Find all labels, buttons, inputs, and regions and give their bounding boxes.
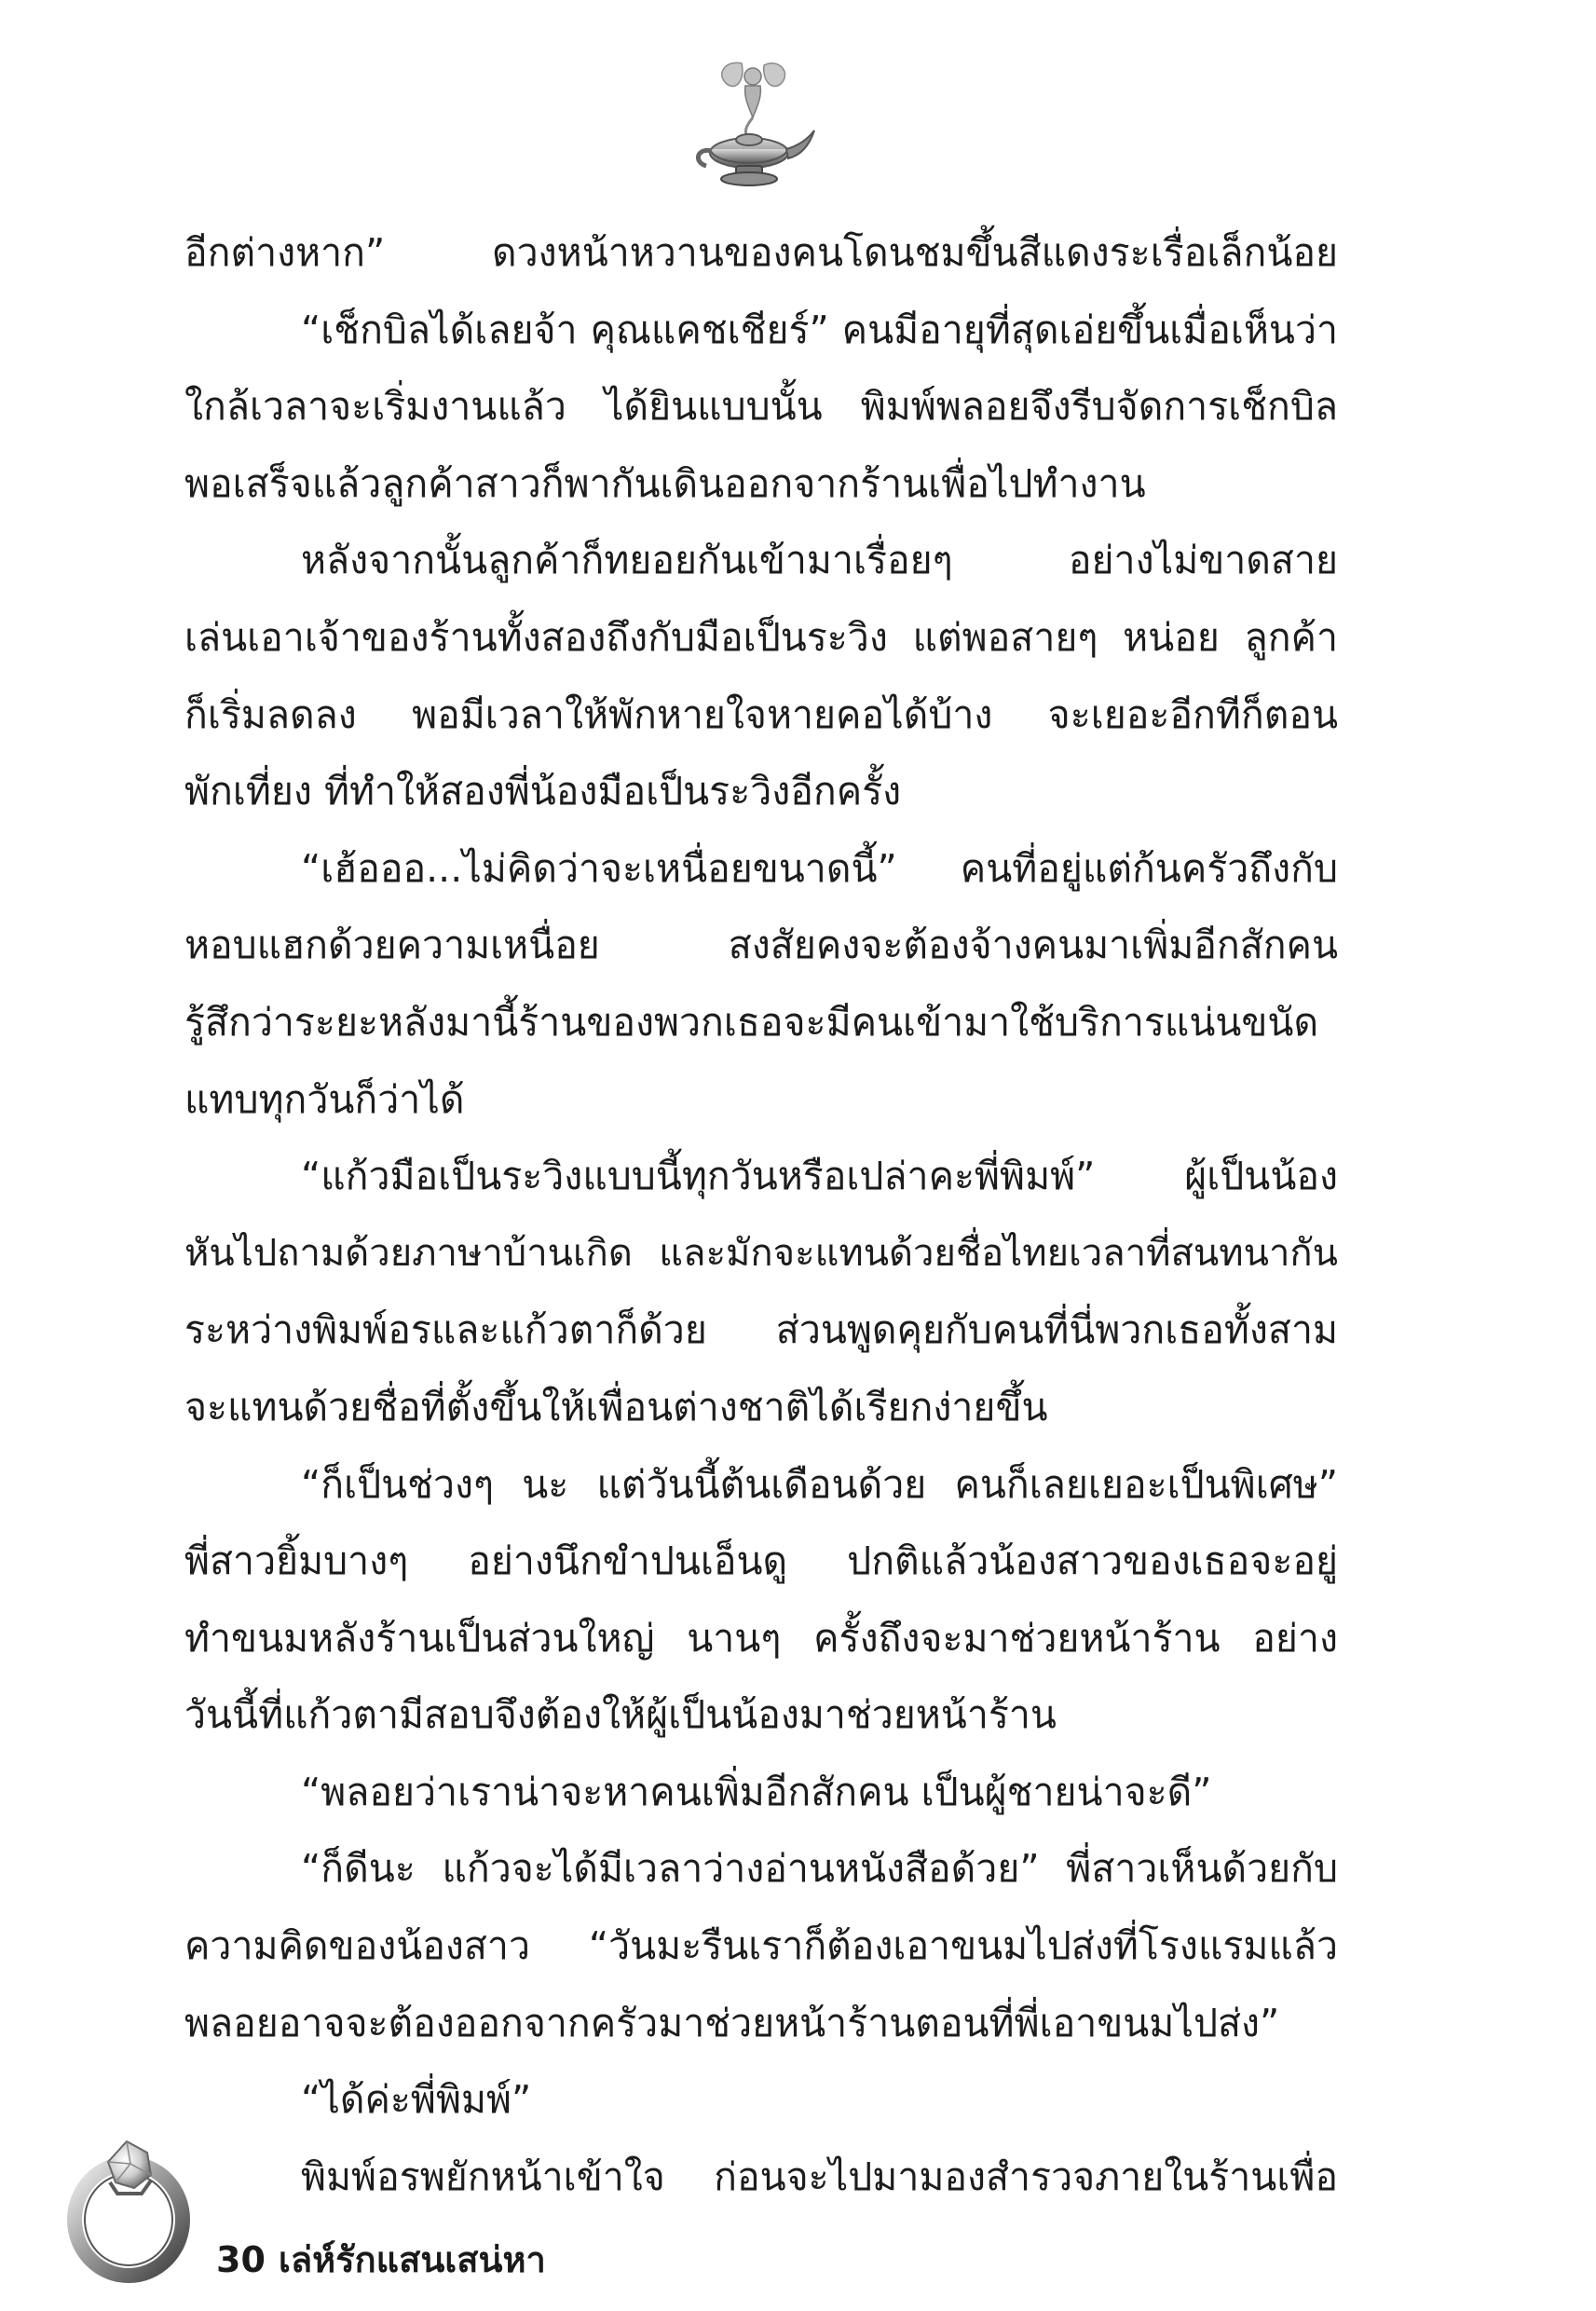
genie-lamp-icon	[688, 56, 818, 196]
text-line: “พลอยว่าเราน่าจะหาคนเพิ่มอีกสักคน เป็นผู้ชายน่าจะดี”	[301, 1769, 1212, 1814]
text-line: “ก็ดีนะ แก้วจะได้มีเวลาว่างอ่านหนังสือด้วย” พี่สาวเห็นด้วยกับ	[301, 1846, 1338, 1892]
text-line: ก็เริ่มลดลง พอมีเวลาให้พักหายใจหายคอได้บ้าง จะเยอะอีกทีก็ตอน	[184, 691, 1338, 737]
text-line: ความคิดของน้องสาว “วันมะรืนเราก็ต้องเอาขนมไปส่งที่โรงแรมแล้ว	[184, 1923, 1338, 1969]
text-line: รู้สึกว่าระยะหลังมานี้ร้านของพวกเธอจะมีคนเข้ามาใช้บริการแน่นขนัด	[184, 999, 1319, 1045]
text-line: หันไปถามด้วยภาษาบ้านเกิด และมักจะแทนด้วยชื่อไทยเวลาที่สนทนากัน	[184, 1231, 1338, 1275]
text-line: พี่สาวยิ้มบางๆ อย่างนึกขำปนเอ็นดู ปกติแล้วน้องสาวของเธอจะอยู่	[184, 1538, 1338, 1584]
text-line: “เช็กบิลได้เลยจ้า คุณแคชเชียร์” คนมีอายุที่สุดเอ่ยขึ้นเมื่อเห็นว่า	[301, 307, 1338, 352]
page-footer	[216, 2232, 559, 2288]
text-line: พลอยอาจจะต้องออกจากครัวมาช่วยหน้าร้านตอนที่พี่เอาขนมไปส่ง”	[184, 2000, 1280, 2045]
text-line: “แก้วมือเป็นระวิงแบบนี้ทุกวันหรือเปล่าคะพี่พิมพ์” ผู้เป็นน้อง	[301, 1154, 1338, 1199]
text-line: ใกล้เวลาจะเริ่มงานแล้ว ได้ยินแบบนั้น พิมพ์พลอยจึงรีบจัดการเช็กบิล	[184, 384, 1338, 430]
text-line: จะแทนด้วยชื่อที่ตั้งขึ้นให้เพื่อนต่างชาติได้เรียกง่ายขึ้น	[184, 1384, 1048, 1429]
text-line: แทบทุกวันก็ว่าได้	[184, 1076, 465, 1122]
text-line: เล่นเอาเจ้าของร้านทั้งสองถึงกับมือเป็นระวิง แต่พอสายๆ หน่อย ลูกค้า	[184, 614, 1338, 660]
text-line: พิมพ์อรพยักหน้าเข้าใจ ก่อนจะไปมามองสำรวจภายในร้านเพื่อ	[301, 2154, 1338, 2199]
page-number: 30	[216, 2239, 266, 2280]
diamond-ring-icon	[61, 2126, 201, 2285]
text-line: หลังจากนั้นลูกค้าก็ทยอยกันเข้ามาเรื่อยๆ อย่างไม่ขาดสาย	[301, 538, 1338, 583]
text-line: พักเที่ยง ที่ทำให้สองพี่น้องมือเป็นระวิงอีกครั้ง	[184, 769, 902, 814]
text-line: อีกต่างหาก” ดวงหน้าหวานของคนโดนชมขึ้นสีแดงระเรื่อเล็กน้อย	[184, 230, 1338, 275]
text-line: พอเสร็จแล้วลูกค้าสาวก็พากันเดินออกจากร้านเพื่อไปทำงาน	[184, 460, 1146, 506]
body-text	[184, 214, 1338, 2215]
text-line: “ก็เป็นช่วงๆ นะ แต่วันนี้ต้นเดือนด้วย คนก็เลยเยอะเป็นพิเศษ”	[301, 1461, 1338, 1507]
book-title: เล่ห์รักแสนเสน่หา	[278, 2239, 546, 2280]
text-line: ทำขนมหลังร้านเป็นส่วนใหญ่ นานๆ ครั้งถึงจะมาช่วยหน้าร้าน อย่าง	[184, 1615, 1338, 1661]
text-line: “เฮ้อออ...ไม่คิดว่าจะเหนื่อยขนาดนี้” คนที่อยู่แต่ก้นครัวถึงกับ	[301, 845, 1338, 891]
text-line: วันนี้ที่แก้วตามีสอบจึงต้องให้ผู้เป็นน้องมาช่วยหน้าร้าน	[184, 1692, 1057, 1738]
text-line: “ได้ค่ะพี่พิมพ์”	[301, 2077, 532, 2123]
text-line: ระหว่างพิมพ์อรและแก้วตาก็ด้วย ส่วนพูดคุยกับคนที่นี่พวกเธอทั้งสาม	[184, 1307, 1338, 1353]
text-line: หอบแฮกด้วยความเหนื่อย สงสัยคงจะต้องจ้างคนมาเพิ่มอีกสักคน	[184, 923, 1338, 968]
